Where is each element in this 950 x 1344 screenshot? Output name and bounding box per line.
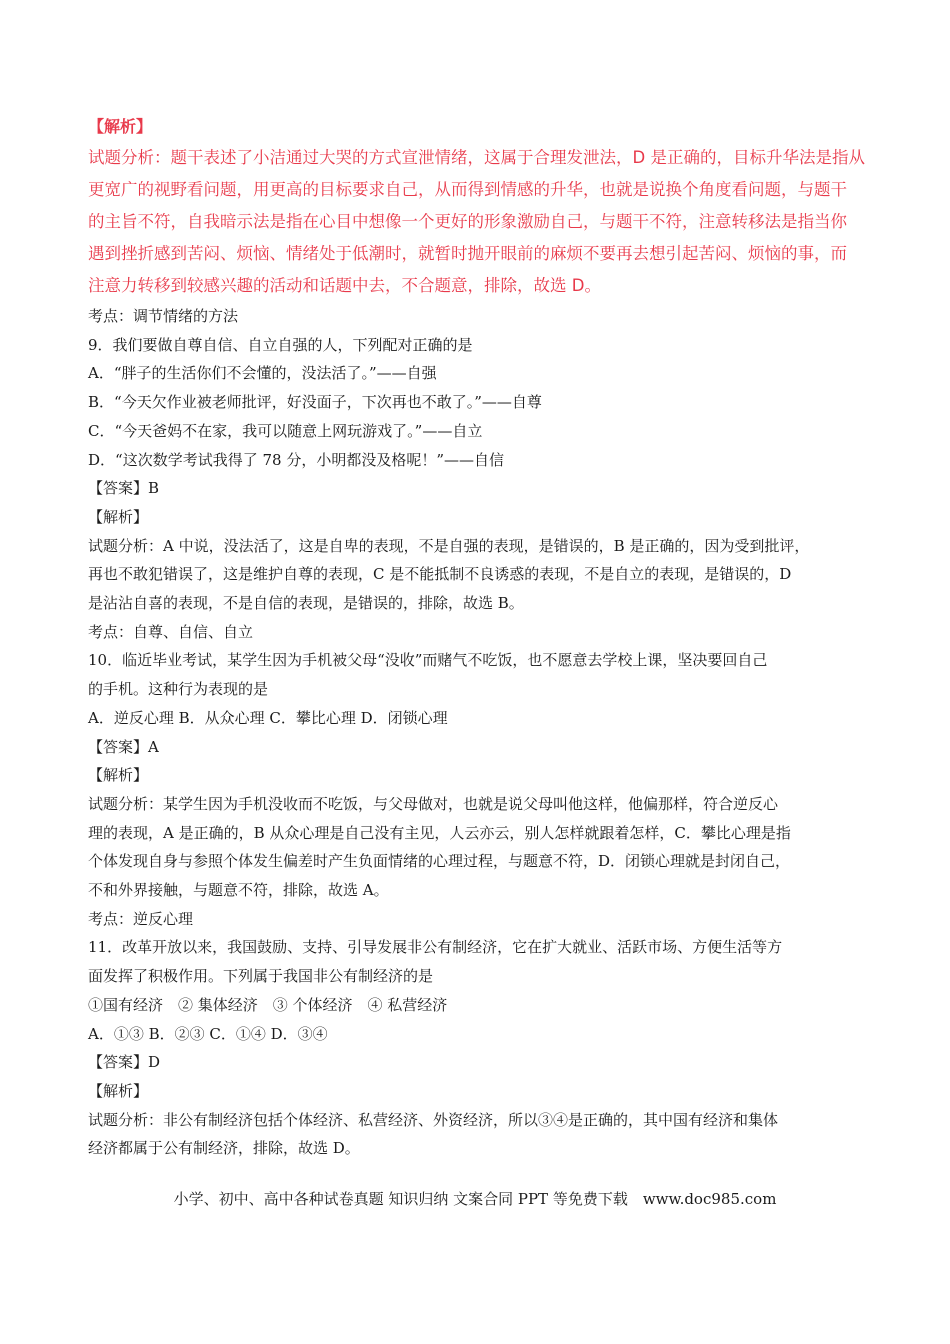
document-page (88, 112, 870, 1163)
question-option: C．“今天爸妈不在家，我可以随意上网玩游戏了。”——自立 (88, 421, 483, 440)
analysis-title: 【解析】 (88, 507, 149, 526)
intro-analysis-line: 遇到挫折感到苦闷、烦恼、情绪处于低潮时，就暂时抛开眼前的麻烦不要再去想引起苦闷、烦恼的事，而 (88, 244, 847, 263)
question-stem: 面发挥了积极作用。下列属于我国非公有制经济的是 (88, 967, 434, 986)
question-option: A．①③ B．②③ C．①④ D．③④ (88, 1024, 328, 1043)
analysis-line: 经济都属于公有制经济，排除，故选 D。 (88, 1139, 360, 1158)
analysis-line: 不和外界接触，与题意不符，排除，故选 A。 (88, 881, 389, 900)
question-option: A．逆反心理 B．从众心理 C．攀比心理 D．闭锁心理 (88, 708, 448, 727)
intro-analysis-line: 试题分析：题干表述了小洁通过大哭的方式宣泄情绪，这属于合理发泄法，D 是正确的，目标升华法是指从 (88, 148, 865, 167)
question-stem: 9．我们要做自尊自信、自立自强的人，下列配对正确的是 (88, 335, 473, 354)
question-stem: 10．临近毕业考试，某学生因为手机被父母“没收”而赌气不吃饭，也不愿意去学校上课，坚决要回自己 (88, 651, 768, 670)
question-11 (88, 933, 870, 1163)
intro-analysis-line: 更宽广的视野看问题，用更高的目标要求自己，从而得到情感的升华，也就是说换个角度看问题，与题干 (88, 180, 847, 199)
answer-label: 【答案】B (88, 479, 160, 498)
question-stem: 的手机。这种行为表现的是 (88, 680, 269, 699)
page-footer: 小学、初中、高中各种试卷真题 知识归纳 文案合同 PPT 等免费下载 www.doc985.com (173, 1190, 777, 1208)
analysis-line: 试题分析：某学生因为手机没收而不吃饭，与父母做对，也就是说父母叫他这样，他偏那样，符合逆反心 (88, 794, 779, 813)
intro-analysis (88, 112, 870, 302)
kaodian-label: 考点：逆反心理 (88, 909, 194, 928)
analysis-line: 理的表现，A 是正确的，B 从众心理是自己没有主见，人云亦云，别人怎样就跟着怎样，C．攀比心理是指 (88, 823, 791, 842)
kaodian-label: 考点：自尊、自信、自立 (88, 622, 254, 641)
intro-analysis-line: 的主旨不符，自我暗示法是指在心目中想像一个更好的形象激励自己，与题干不符，注意转移法是指当你 (88, 212, 847, 231)
answer-label: 【答案】A (88, 737, 159, 756)
question-stem: ①国有经济 ② 集体经济 ③ 个体经济 ④ 私营经济 (88, 995, 448, 1014)
intro-analysis-line: 注意力转移到较感兴趣的活动和话题中去，不合题意，排除，故选 D。 (88, 276, 601, 295)
analysis-line: 是沾沾自喜的表现，不是自信的表现，是错误的，排除，故选 B。 (88, 594, 524, 613)
analysis-title: 【解析】 (88, 766, 149, 785)
analysis-line: 试题分析：非公有制经济包括个体经济、私营经济、外资经济，所以③④是正确的，其中国有经济和集体 (88, 1110, 779, 1129)
analysis-line: 个体发现自身与参照个体发生偏差时产生负面情绪的心理过程，与题意不符，D．闭锁心理就是封闭自己， (88, 852, 791, 871)
kaodian-label: 考点：调节情绪的方法 (88, 307, 239, 325)
analysis-line: 再也不敢犯错误了，这是维护自尊的表现，C 是不能抵制不良诱惑的表现，不是自立的表现，是错误的，D (88, 565, 792, 584)
question-10 (88, 646, 870, 933)
question-option: D．“这次数学考试我得了 78 分，小明都没及格呢！”——自信 (88, 450, 504, 469)
answer-label: 【答案】D (88, 1053, 161, 1072)
intro-analysis-title: 【解析】 (88, 117, 153, 136)
question-option: B．“今天欠作业被老师批评，好没面子，下次再也不敢了。”——自尊 (88, 393, 542, 412)
analysis-line: 试题分析：A 中说，没法活了，这是自卑的表现，不是自强的表现，是错误的，B 是正确的，因为受到批评， (88, 536, 810, 555)
analysis-title: 【解析】 (88, 1081, 149, 1100)
question-stem: 11．改革开放以来，我国鼓励、支持、引导发展非公有制经济，它在扩大就业、活跃市场、方便生活等方 (88, 938, 783, 957)
question-option: A．“胖子的生活你们不会懂的，没法活了。”——自强 (88, 364, 437, 383)
question-9 (88, 331, 870, 647)
